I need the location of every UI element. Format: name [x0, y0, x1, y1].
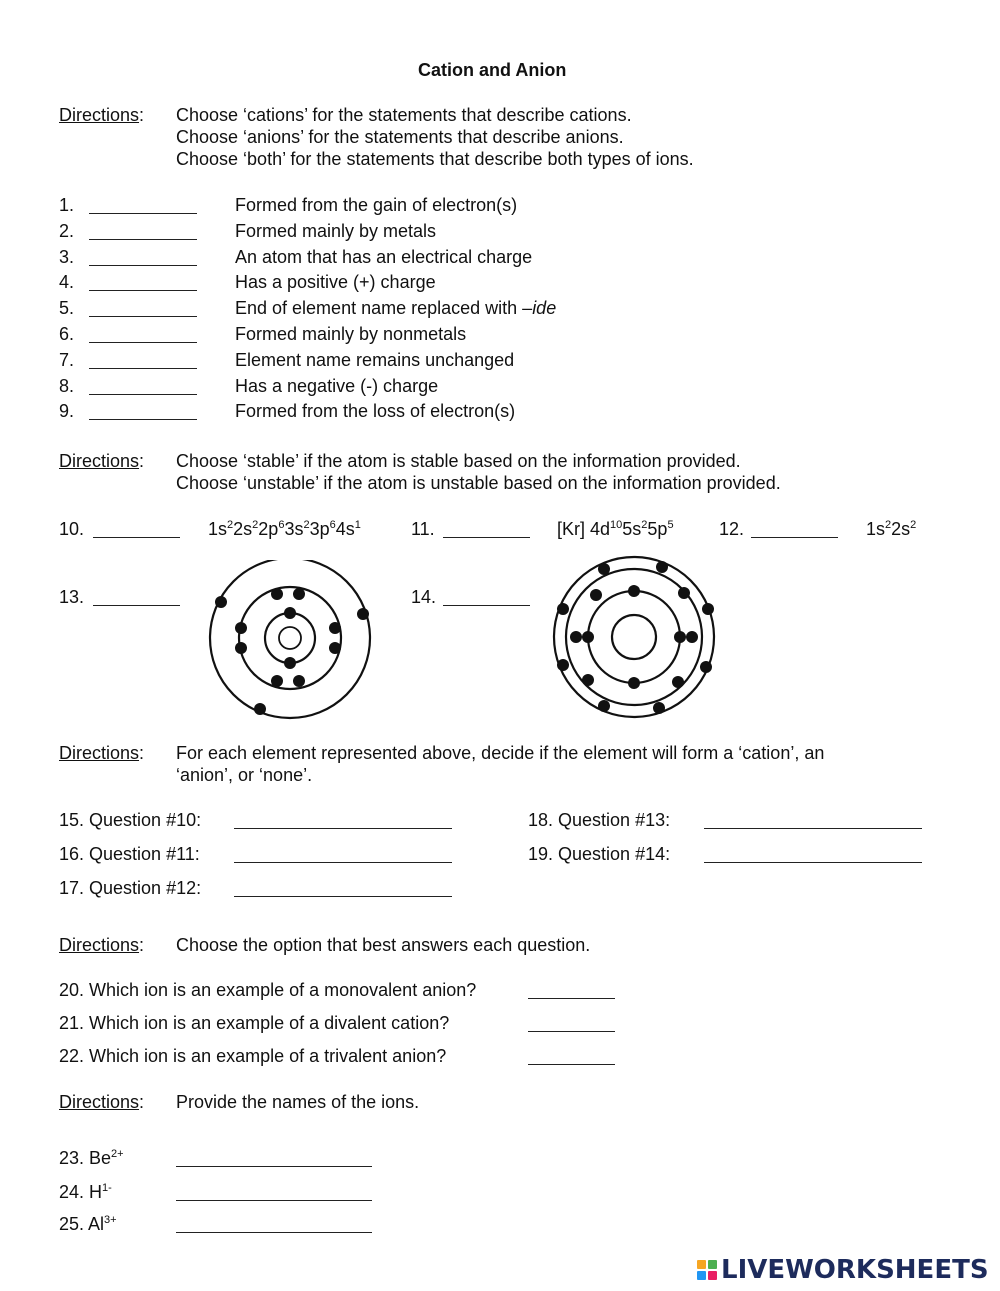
electron — [235, 622, 247, 634]
electron — [329, 642, 341, 654]
orbital: 2s — [891, 519, 911, 539]
electron — [284, 657, 296, 669]
question-20: 20. Which ion is an example of a monovalent anion? — [59, 980, 477, 1000]
directions-label-text: Directions — [59, 743, 140, 763]
logo-blocks-icon — [697, 1260, 717, 1280]
orbital: 2p — [258, 519, 279, 539]
statement-number: 9. — [59, 401, 75, 422]
orbital-electrons: 2 — [252, 519, 259, 531]
answer-blank-7[interactable] — [89, 352, 197, 369]
electron — [271, 588, 283, 600]
question-12-number: 12. — [719, 519, 745, 539]
electron-config-12 — [866, 518, 916, 540]
directions-label-text: Directions — [59, 1092, 140, 1112]
logo-block — [708, 1260, 717, 1269]
orbital: 3s — [284, 519, 304, 539]
orbital-electrons: 6 — [278, 519, 285, 531]
statement-text — [235, 271, 436, 293]
question-17: 17. Question #12: — [59, 878, 202, 898]
orbital: 1s — [866, 519, 886, 539]
orbital-electrons: 2 — [303, 519, 310, 531]
statement-number: 6. — [59, 324, 75, 344]
orbital: 5s — [622, 519, 642, 539]
statement-text-main: An atom that has an electrical charge — [235, 246, 533, 267]
answer-blank-21[interactable] — [528, 1015, 615, 1032]
orbital: 2s — [233, 519, 253, 539]
shell-1 — [265, 613, 315, 663]
statement-text — [235, 246, 532, 268]
directions-4-line: Choose the option that best answers each question. — [176, 935, 591, 955]
electron — [235, 642, 247, 654]
electron — [678, 587, 690, 599]
statement-text-main: Formed from the gain of electron(s) — [235, 195, 518, 215]
answer-blank-22[interactable] — [528, 1048, 615, 1065]
directions-label-3: Directions: — [59, 743, 145, 763]
electron — [284, 607, 296, 619]
answer-blank-20[interactable] — [528, 982, 615, 999]
answer-blank-5[interactable] — [89, 300, 197, 317]
answer-blank-18[interactable] — [704, 812, 922, 829]
question-21: 21. Which ion is an example of a divalent cation? — [59, 1013, 450, 1033]
answer-blank-13[interactable] — [93, 589, 180, 606]
shell-2 — [588, 591, 680, 683]
statement-text — [235, 400, 515, 422]
electron — [598, 700, 610, 712]
ion-charge: 3+ — [104, 1214, 117, 1226]
question-23 — [59, 1147, 124, 1169]
orbital: 3p — [309, 519, 330, 539]
ion-charge: 1- — [102, 1182, 112, 1194]
electron — [582, 674, 594, 686]
ion-symbol: 25. Al — [59, 1214, 105, 1234]
statement-text-main: Has a positive (+) charge — [235, 272, 436, 293]
electron — [293, 675, 305, 687]
logo-block — [708, 1271, 717, 1280]
answer-blank-4[interactable] — [89, 274, 197, 291]
answer-blank-24[interactable] — [176, 1184, 372, 1201]
statement-number: 3. — [59, 246, 75, 267]
statement-text — [235, 349, 514, 371]
question-13-number: 13. — [59, 587, 85, 607]
statement-number: 4. — [59, 272, 75, 293]
statement-text-main: Formed from the loss of electron(s) — [235, 401, 516, 422]
electron — [656, 561, 668, 573]
shell-1 — [612, 615, 656, 659]
directions-label-1: Directions: — [59, 105, 145, 125]
logo-text: LIVEWORKSHEETS — [721, 1255, 989, 1285]
electron — [582, 631, 594, 643]
electron — [557, 659, 569, 671]
page-title: Cation and Anion — [418, 60, 567, 80]
orbital-electrons: 2 — [641, 519, 648, 531]
orbital-electrons: 2 — [227, 519, 234, 531]
directions-label-5: Directions: — [59, 1092, 145, 1112]
question-10-number: 10. — [59, 519, 85, 539]
answer-blank-11[interactable] — [443, 521, 530, 538]
directions-1-line-1: Choose ‘cations’ for the statements that describe cations. — [176, 105, 632, 125]
ion-symbol: 24. H — [59, 1182, 103, 1202]
electron-config-11 — [557, 518, 674, 540]
directions-label-2: Directions: — [59, 451, 145, 471]
statement-number: 8. — [59, 375, 75, 396]
answer-blank-25[interactable] — [176, 1216, 372, 1233]
orbital: 4s — [335, 519, 355, 539]
statement-text-main: End of element name replaced with – — [235, 298, 533, 319]
ion-charge: 2+ — [111, 1148, 124, 1160]
liveworksheets-logo — [697, 1255, 989, 1285]
question-11-number: 11. — [411, 519, 435, 539]
atom-diagram-13 — [205, 560, 375, 720]
electron — [628, 585, 640, 597]
electron — [215, 596, 227, 608]
electron — [590, 589, 602, 601]
shell-2 — [239, 587, 341, 689]
directions-2-line-1: Choose ‘stable’ if the atom is stable based on the information provided. — [176, 451, 741, 471]
electron — [700, 661, 712, 673]
statement-number: 7. — [59, 349, 75, 370]
orbital: 5p — [647, 519, 668, 539]
question-19: 19. Question #14: — [528, 844, 671, 864]
directions-3-line-2: ‘anion’, or ‘none’. — [176, 765, 313, 785]
logo-block — [697, 1260, 706, 1269]
electron — [557, 603, 569, 615]
electron — [653, 702, 665, 714]
answer-blank-9[interactable] — [89, 403, 197, 420]
statement-text — [235, 323, 466, 345]
electron — [329, 622, 341, 634]
answer-blank-2[interactable] — [89, 223, 197, 240]
ion-symbol: 23. Be — [59, 1148, 112, 1168]
statement-text — [235, 220, 436, 242]
shell-3 — [210, 560, 370, 718]
electron — [686, 631, 698, 643]
directions-1-line-2: Choose ‘anions’ for the statements that describe anions. — [176, 127, 624, 147]
question-15: 15. Question #10: — [59, 810, 202, 830]
statement-text-main: Formed mainly by metals — [235, 220, 437, 241]
orbital: [Kr] 4d — [557, 519, 611, 539]
electron — [570, 631, 582, 643]
orbital-electrons: 1 — [354, 519, 361, 531]
electron — [702, 603, 714, 615]
directions-3-line-1: For each element represented above, decide if the element will form a ‘cation’, an — [176, 743, 825, 763]
statement-text — [235, 375, 438, 397]
nucleus — [279, 627, 301, 649]
statement-number: 5. — [59, 298, 75, 319]
electron — [672, 676, 684, 688]
directions-label-text: Directions — [59, 935, 140, 955]
question-18: 18. Question #13: — [528, 810, 671, 830]
electron — [293, 588, 305, 600]
directions-label-text: Directions — [59, 451, 140, 471]
question-14-number: 14. — [411, 587, 437, 607]
electron — [254, 703, 266, 715]
statement-text-italic: ide — [532, 298, 557, 319]
directions-label-text: Directions — [59, 105, 140, 125]
statement-text — [235, 297, 556, 319]
orbital-electrons: 2 — [910, 519, 917, 531]
statement-text-main: Formed mainly by nonmetals — [235, 324, 467, 344]
directions-1-line-3: Choose ‘both’ for the statements that describe both types of ions. — [176, 149, 694, 169]
orbital-electrons: 2 — [885, 519, 892, 531]
orbital: 1s — [208, 519, 228, 539]
answer-blank-1[interactable] — [89, 197, 197, 214]
question-24 — [59, 1181, 112, 1203]
answer-blank-6[interactable] — [89, 326, 197, 343]
answer-blank-23[interactable] — [176, 1150, 372, 1167]
atom-diagram-14 — [548, 555, 720, 720]
electron — [628, 677, 640, 689]
electron — [598, 563, 610, 575]
orbital-electrons: 5 — [667, 519, 674, 531]
answer-blank-16[interactable] — [234, 846, 452, 863]
statement-number: 1. — [59, 195, 75, 215]
statement-text-main: Has a negative (-) charge — [235, 375, 439, 396]
electron-config-10 — [208, 518, 361, 540]
answer-blank-14[interactable] — [443, 589, 530, 606]
statement-text-main: Element name remains unchanged — [235, 349, 515, 370]
electron — [357, 608, 369, 620]
answer-blank-3[interactable] — [89, 249, 197, 266]
answer-blank-15[interactable] — [234, 812, 452, 829]
logo-block — [697, 1271, 706, 1280]
electron — [674, 631, 686, 643]
orbital-electrons: 10 — [610, 519, 623, 531]
answer-blank-17[interactable] — [234, 880, 452, 897]
directions-2-line-2: Choose ‘unstable’ if the atom is unstable based on the information provided. — [176, 473, 781, 493]
answer-blank-8[interactable] — [89, 378, 197, 395]
answer-blank-12[interactable] — [751, 521, 838, 538]
question-22: 22. Which ion is an example of a trivalent anion? — [59, 1046, 447, 1066]
electron — [271, 675, 283, 687]
directions-label-4: Directions: — [59, 935, 145, 955]
question-25 — [59, 1213, 117, 1235]
answer-blank-10[interactable] — [93, 521, 180, 538]
answer-blank-19[interactable] — [704, 846, 922, 863]
orbital-electrons: 6 — [329, 519, 336, 531]
statement-text — [235, 194, 517, 216]
directions-5-line: Provide the names of the ions. — [176, 1092, 420, 1112]
statement-number: 2. — [59, 220, 75, 241]
question-16: 16. Question #11: — [59, 844, 200, 864]
